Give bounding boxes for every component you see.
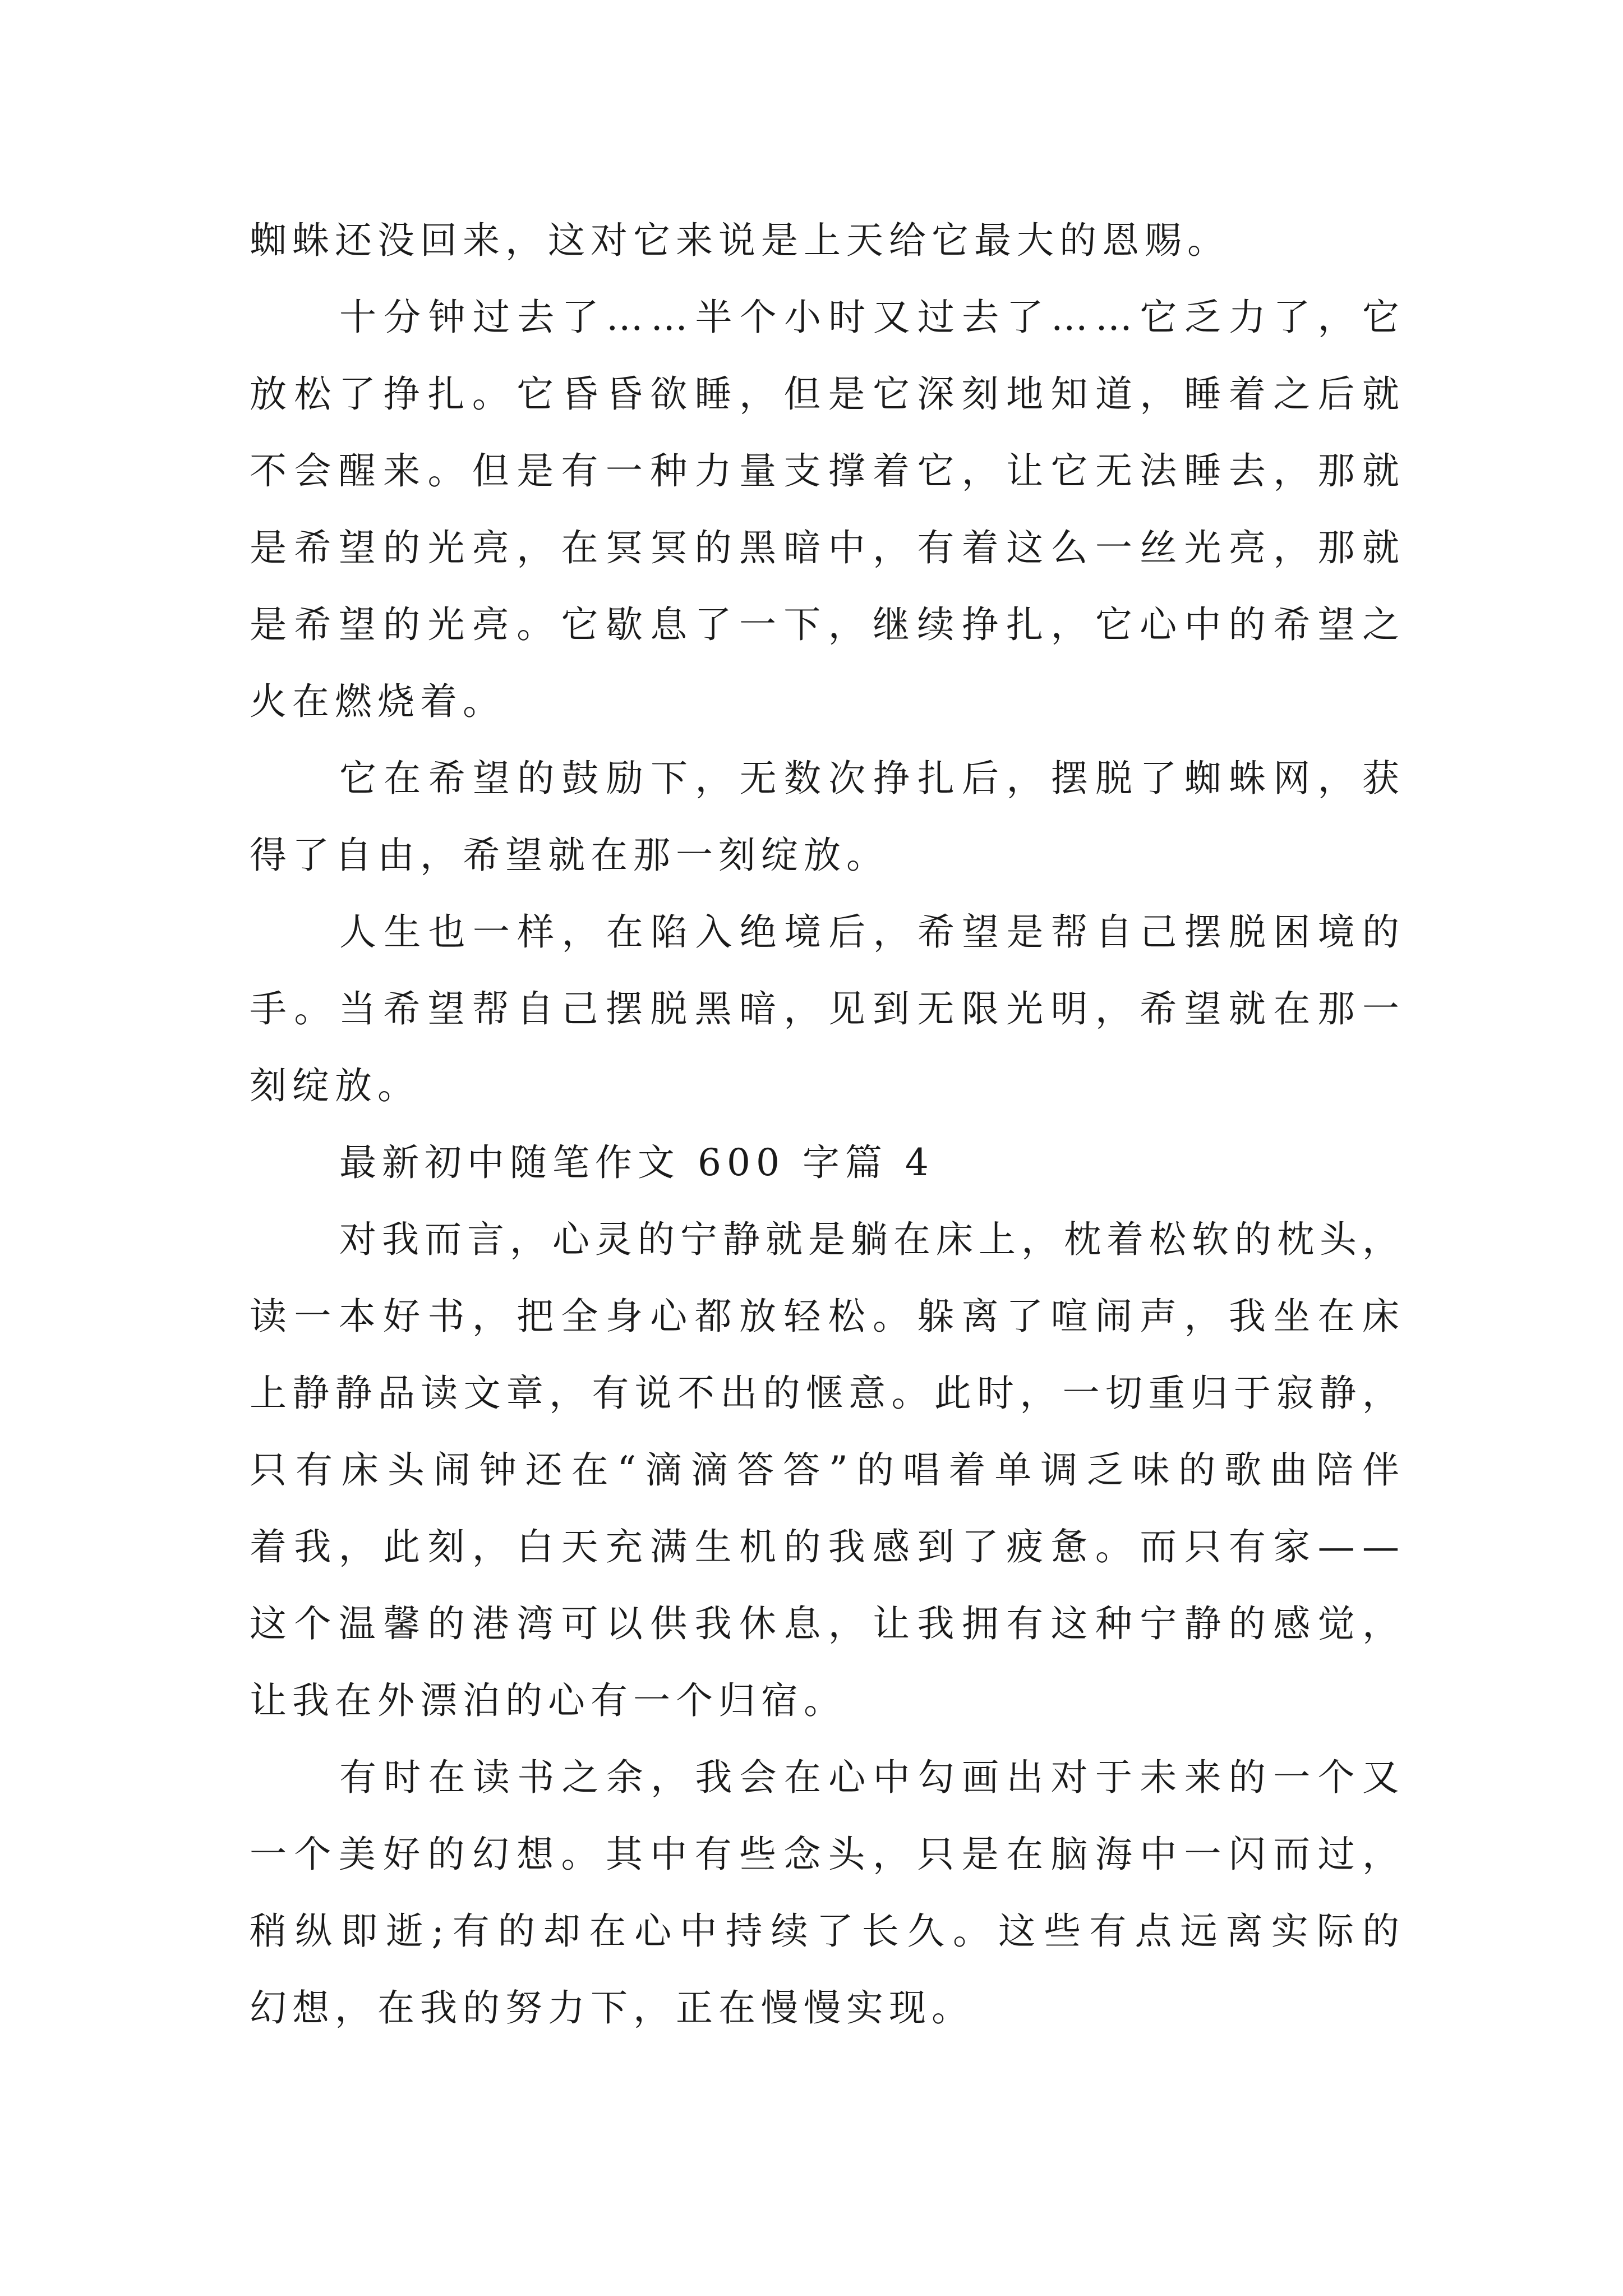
text-line: 上 静 静 品 读 文 章 ， 有 说 不 出 的 惬 意 。 此 时 ， 一 切 重 归 于 寂 静 ， <box>250 1372 1399 1415</box>
section-heading: 最新初中随笔作文 600 字篇 4 <box>339 1141 934 1184</box>
text-line: 刻绽放。 <box>250 1064 420 1107</box>
text-line: 它 在 希 望 的 鼓 励 下 ， 无 数 次 挣 扎 后 ， 摆 脱 了 蜘 蛛 网 ， 获 <box>339 757 1399 800</box>
text-line: 十 分 钟 过 去 了 … … 半 个 小 时 又 过 去 了 … … 它 乏 力 了 ， 它 <box>339 296 1399 339</box>
text-line: 让我在外漂泊的心有一个归宿。 <box>250 1679 846 1722</box>
text-line: 蜘蛛还没回来，这对它来说是上天给它最大的恩赐。 <box>250 219 1230 262</box>
text-line: 对 我 而 言 ， 心 灵 的 宁 静 就 是 躺 在 床 上 ， 枕 着 松 软 的 枕 头 ， <box>339 1218 1399 1261</box>
text-line: 是 希 望 的 光 亮 ， 在 冥 冥 的 黑 暗 中 ， 有 着 这 么 一 丝 光 亮 ， 那 就 <box>250 526 1399 569</box>
text-line: 这 个 温 馨 的 港 湾 可 以 供 我 休 息 ， 让 我 拥 有 这 种 宁 静 的 感 觉 ， <box>250 1602 1399 1645</box>
text-line: 读 一 本 好 书 ， 把 全 身 心 都 放 轻 松 。 躲 离 了 喧 闹 声 ， 我 坐 在 床 <box>250 1295 1399 1338</box>
text-line: 人 生 也 一 样 ， 在 陷 入 绝 境 后 ， 希 望 是 帮 自 己 摆 脱 困 境 的 <box>339 910 1399 954</box>
text-line: 着 我 ， 此 刻 ， 白 天 充 满 生 机 的 我 感 到 了 疲 惫 。 而 只 有 家 — — <box>250 1525 1399 1568</box>
text-line: 只 有 床 头 闹 钟 还 在 “ 滴 滴 答 答 ” 的 唱 着 单 调 乏 味 的 歌 曲 陪 伴 <box>250 1448 1399 1492</box>
text-line: 是 希 望 的 光 亮 。 它 歇 息 了 一 下 ， 继 续 挣 扎 ， 它 心 中 的 希 望 之 <box>250 603 1399 646</box>
text-line: 一 个 美 好 的 幻 想 。 其 中 有 些 念 头 ， 只 是 在 脑 海 中 一 闪 而 过 ， <box>250 1833 1399 1876</box>
document-page <box>250 202 1399 2046</box>
text-line: 得了自由，希望就在那一刻绽放。 <box>250 834 889 877</box>
text-line: 火在燃烧着。 <box>250 680 505 723</box>
text-line: 幻想，在我的努力下，正在慢慢实现。 <box>250 1986 974 2030</box>
text-line: 稍 纵 即 逝 ; 有 的 却 在 心 中 持 续 了 长 久 。 这 些 有 点 远 离 实 际 的 <box>250 1910 1399 1953</box>
text-line: 手 。 当 希 望 帮 自 己 摆 脱 黑 暗 ， 见 到 无 限 光 明 ， 希 望 就 在 那 一 <box>250 987 1399 1030</box>
text-line: 放 松 了 挣 扎 。 它 昏 昏 欲 睡 ， 但 是 它 深 刻 地 知 道 ， 睡 着 之 后 就 <box>250 372 1399 416</box>
text-line: 有 时 在 读 书 之 余 ， 我 会 在 心 中 勾 画 出 对 于 未 来 的 一 个 又 <box>339 1756 1399 1799</box>
text-line: 不 会 醒 来 。 但 是 有 一 种 力 量 支 撑 着 它 ， 让 它 无 法 睡 去 ， 那 就 <box>250 449 1399 493</box>
